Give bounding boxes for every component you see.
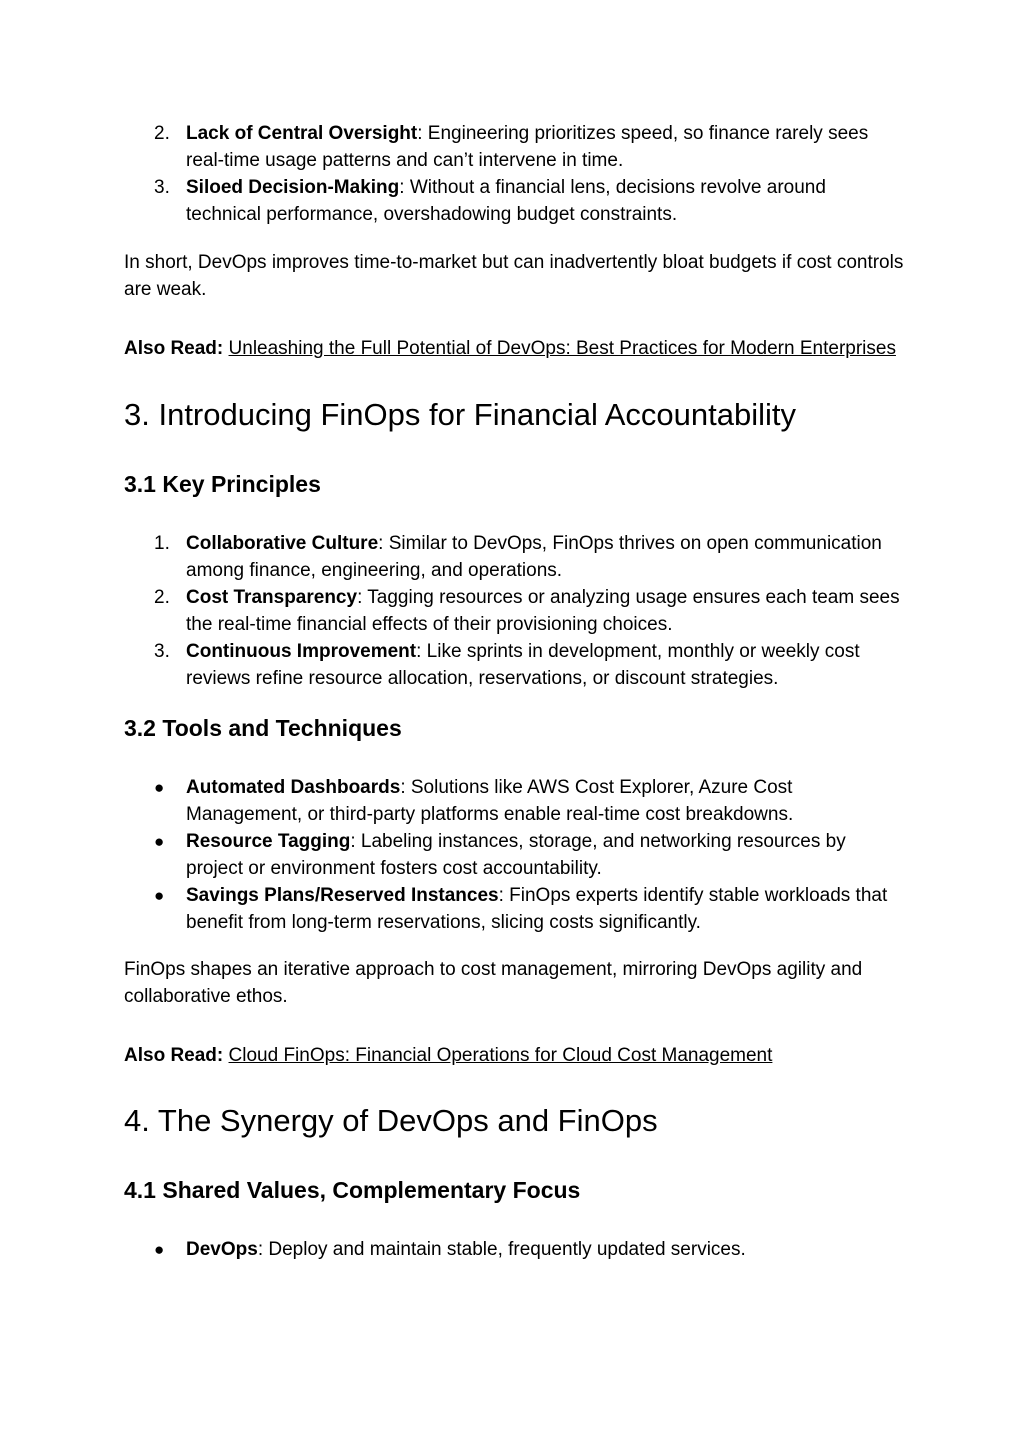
subsection-heading-3-1: 3.1 Key Principles [124,471,321,497]
list-item-term: Resource Tagging [186,831,351,852]
list-item-term: Continuous Improvement [186,641,417,662]
paragraph-summary: In short, DevOps improves time-to-market but can inadvertently bloat budgets if cost controls are weak. [124,252,904,300]
bullet-icon: ● [154,886,165,905]
paragraph-finops: FinOps shapes an iterative approach to cost management, mirroring DevOps agility and collaborative ethos. [124,959,863,1007]
also-read-1 [124,335,904,362]
list-item-term: Cost Transparency [186,587,358,608]
bullet-icon: ● [154,778,165,797]
list-item [124,774,904,828]
list-item [124,530,904,584]
list-item [124,882,904,936]
list-item [124,120,904,174]
list-item [124,638,904,692]
list-item [124,584,904,638]
list-item-term: DevOps [186,1239,258,1260]
list-item-text: : Engineering prioritizes speed, so finance rarely sees real-time usage patterns and can’t intervene in time. [186,123,869,171]
list-item-text: : Labeling instances, storage, and networking resources by project or environment fosters cost accountability. [186,831,846,879]
also-read-2 [124,1042,904,1069]
list-item-text: : Deploy and maintain stable, frequently updated services. [257,1239,746,1260]
list-item [124,828,904,882]
list-item-term: Siloed Decision-Making [186,177,400,198]
numbered-list-continued [124,120,904,228]
bullet-icon: ● [154,832,165,851]
list-item-text: : Like sprints in development, monthly or weekly cost reviews refine resource allocation, reservations, or discount strategies. [186,641,860,689]
bullet-icon: ● [154,1240,165,1259]
list-item [124,174,904,228]
also-read-label: Also Read: [124,338,224,359]
list-item-term: Collaborative Culture [186,533,379,554]
also-read-link[interactable]: Cloud FinOps: Financial Operations for Cloud Cost Management [228,1045,773,1066]
list-item-text: : Solutions like AWS Cost Explorer, Azure Cost Management, or third-party platforms enable real-time cost breakdowns. [186,777,794,825]
list-number: 3. [154,641,170,662]
list-item-text: : Tagging resources or analyzing usage ensures each team sees the real-time financial effects of their provisioning choices. [186,587,900,635]
synergy-bullet-list [124,1236,904,1263]
also-read-link[interactable]: Unleashing the Full Potential of DevOps: Best Practices for Modern Enterprises [228,338,896,359]
subsection-heading-4-1: 4.1 Shared Values, Complementary Focus [124,1177,581,1203]
also-read-label: Also Read: [124,1045,224,1066]
subsection-heading-3-2: 3.2 Tools and Techniques [124,715,402,741]
section-heading-4: 4. The Synergy of DevOps and FinOps [124,1103,658,1138]
list-number: 3. [154,177,170,198]
tools-bullet-list [124,774,904,936]
list-number: 2. [154,123,170,144]
list-number: 2. [154,587,170,608]
list-item-text: : FinOps experts identify stable workloads that benefit from long-term reservations, slicing costs significantly. [186,885,888,933]
key-principles-list [124,530,904,692]
list-item-text: : Similar to DevOps, FinOps thrives on open communication among finance, engineering, and operations. [186,533,882,581]
list-item-term: Lack of Central Oversight [186,123,418,144]
list-item-term: Automated Dashboards [186,777,401,798]
list-item-text: : Without a financial lens, decisions revolve around technical performance, overshadowing budget constraints. [186,177,826,225]
list-number: 1. [154,533,170,554]
list-item-term: Savings Plans/Reserved Instances [186,885,499,906]
section-heading-3: 3. Introducing FinOps for Financial Accountability [124,397,797,432]
list-item [124,1236,904,1263]
document-body [124,120,904,1263]
